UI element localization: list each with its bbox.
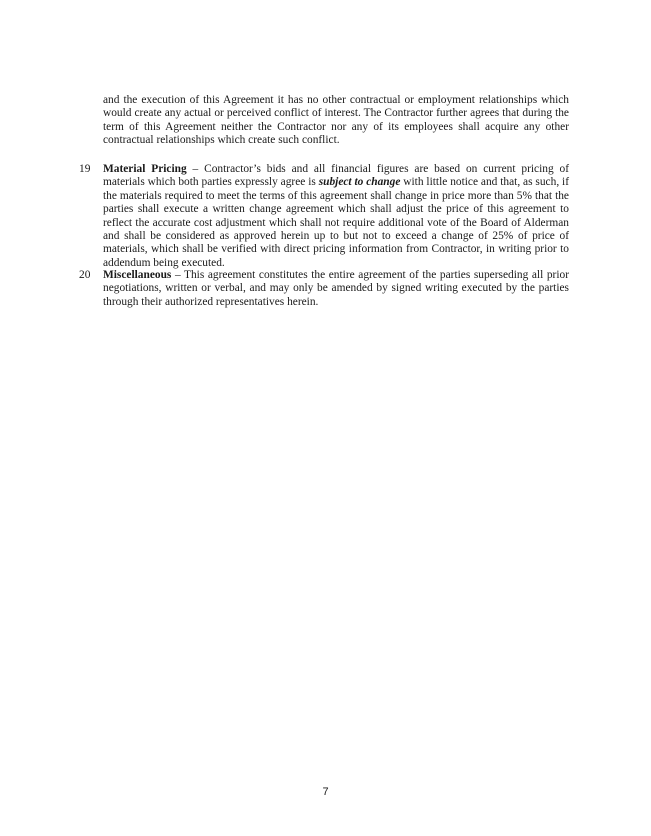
section-heading-material-pricing: Material Pricing	[103, 163, 187, 175]
section-heading-miscellaneous: Miscellaneous	[103, 269, 172, 281]
section-material-pricing	[103, 163, 569, 270]
emphasized-phrase: subject to change	[318, 176, 401, 189]
section-number-19: 19	[79, 163, 91, 175]
section-text-part: Contractor’s bids and all financial figures are based on current pricing of materials which both parties expressly agree is	[103, 163, 570, 189]
section-number-20: 20	[79, 269, 91, 281]
section-separator: –	[186, 163, 205, 175]
section-separator: –	[171, 269, 185, 281]
section-text: This agreement constitutes the entire agreement of the parties superseding all prior negotiations, written or verbal, and may only be amended by signed writing executed by the parties through their authorized representatives herein.	[103, 269, 569, 308]
section-miscellaneous	[103, 269, 569, 309]
page-number: 7	[322, 786, 329, 798]
section-text-part: with little notice and that, as such, if the materials required to meet the terms of this agreement shall change in price more than 5% that the parties shall execute a written change agreement which shall adjust the price of this agreement to reflect the accurate cost adjustment which shall not require additional vote of the Board of Alderman and shall be considered as approved herein up to but not to exceed a change of 25% of price of materials, which shall be verified with direct pricing information from Contractor, in writing prior to addendum being executed.	[103, 176, 570, 269]
continuation-paragraph: and the execution of this Agreement it has no other contractual or employment relationships which would create any actual or perceived conflict of interest. The Contractor further agrees that during the term of this Agreement neither the Contractor nor any of its employees shall acquire any other contractual relationships which create such conflict.	[103, 94, 569, 147]
